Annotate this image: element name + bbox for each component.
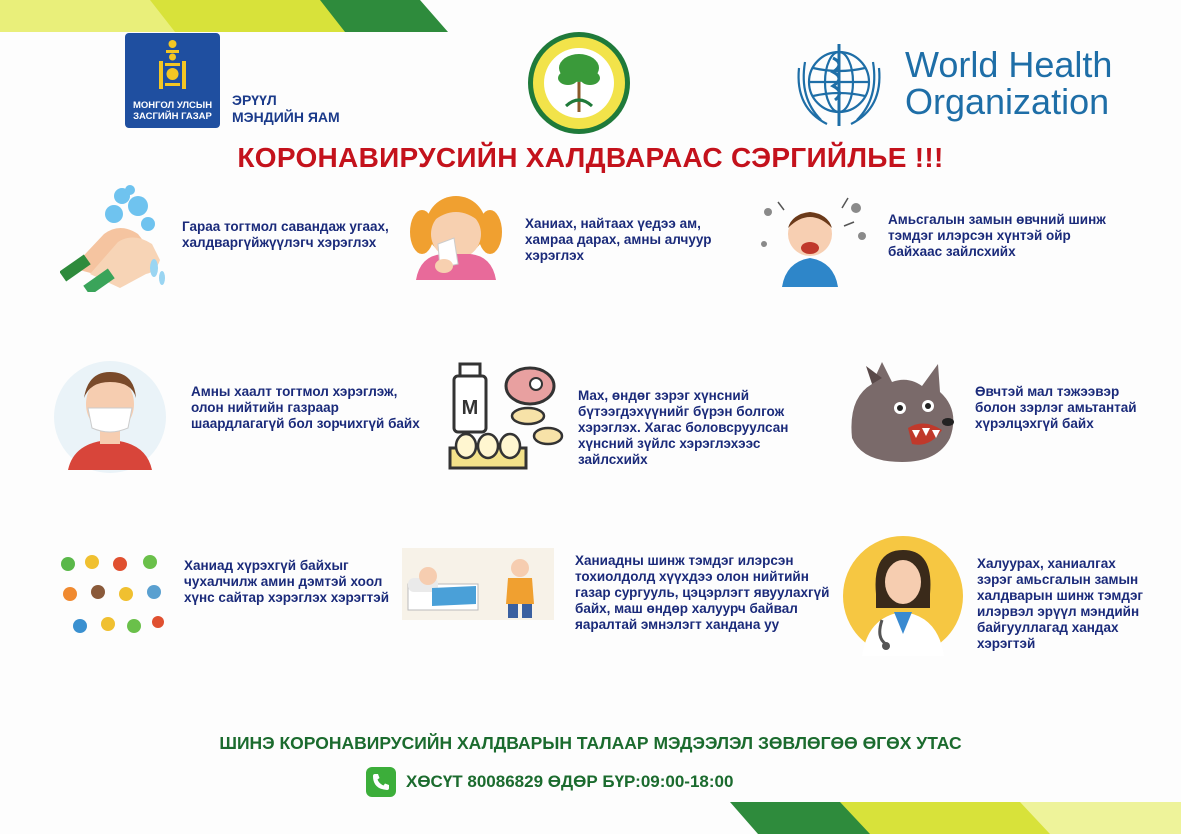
tip-text-6: Өвчтэй мал тэжээвэр болон зэрлэг амьтантай хүрэлцэхгүй байх bbox=[975, 384, 1137, 431]
who-line2: Organization bbox=[905, 81, 1110, 122]
top-left-stripes bbox=[0, 0, 450, 32]
government-logo bbox=[125, 33, 220, 128]
sneezing-girl-icon bbox=[402, 188, 510, 280]
institute-seal bbox=[526, 30, 632, 136]
hand-washing-icon bbox=[60, 182, 175, 292]
sick-child-icon bbox=[402, 548, 554, 620]
phone-icon bbox=[366, 767, 396, 797]
ministry-line2: МЭНДИЙН ЯАМ bbox=[232, 109, 340, 125]
ministry-name bbox=[232, 92, 340, 126]
food-products-icon bbox=[444, 356, 566, 474]
footer-title: ШИНЭ КОРОНАВИРУСИЙН ХАЛДВАРЫН ТАЛААР МЭДЭЭЛЭЛ ЗӨВЛӨГӨӨ ӨГӨХ УТАС bbox=[219, 733, 962, 753]
doctor-icon bbox=[842, 534, 964, 658]
tip-text-3: Амьсгалын замын өвчний шинж тэмдэг илэрсэн хүнтэй ойр байхаас зайлсхийх bbox=[888, 212, 1106, 259]
tip-text-7: Ханиад хүрэхгүй байхыг чухалчилж амин дэмтэй хоол хүнс сайтар хэрэглэх хэрэгтэй bbox=[184, 558, 390, 605]
tip-text-1: Гараа тогтмол савандаж угаах, халдваргүйжүүлэгч хэрэглэх bbox=[182, 219, 389, 250]
ministry-line1: ЭРҮҮЛ bbox=[232, 92, 277, 108]
vegetables-icon bbox=[58, 552, 170, 642]
tip-text-4: Амны хаалт тогтмол хэрэглэж, олон нийтийн газраар шаардлагагүй бол зорчихгүй байх bbox=[191, 384, 420, 431]
soyombo-icon bbox=[157, 39, 188, 91]
tip-text-5: Мах, өндөг зэрэг хүнсний бүтээгдэхүүнийг бүрэн болгож хэрэглэх. Хагас боловсруулсан хүнсний зүйлс хэрэглэхээс зайлсхийх bbox=[578, 388, 789, 467]
hotline-text: ХӨСҮТ 80086829 ӨДӨР БҮР:09:00-18:00 bbox=[406, 772, 734, 791]
tip-text-2: Ханиах, найтаах үедээ ам, хамраа дарах, амны алчуур хэрэглэх bbox=[525, 216, 712, 263]
svg-text:M: M bbox=[461, 397, 479, 419]
government-logo-text: МОНГОЛ УЛСЫН ЗАСГИЙН ГАЗАР bbox=[132, 100, 213, 122]
face-mask-icon bbox=[54, 358, 166, 476]
angry-dog-icon bbox=[842, 358, 966, 468]
who-wordmark bbox=[905, 46, 1112, 120]
bottom-right-stripes bbox=[730, 802, 1181, 834]
tip-text-9: Халуурах, ханиалгах зэрэг амьсгалын замын халдварын шинж тэмдэг илэрвэл эрүүл мэндийн байгууллагад хандах хэрэгтэй bbox=[977, 556, 1144, 651]
hotline bbox=[366, 767, 733, 797]
who-line1: World Health bbox=[905, 44, 1113, 85]
coughing-boy-icon bbox=[758, 192, 873, 287]
page-title: КОРОНАВИРУСИЙН ХАЛДВАРААС СЭРГИЙЛЬЕ !!! bbox=[237, 142, 944, 173]
who-emblem-icon bbox=[787, 38, 891, 130]
tip-text-8: Ханиадны шинж тэмдэг илэрсэн тохиолдолд хүүхдээ олон нийтийн газар сургууль, цэцэрлэгт явуулахгүй байх, маш өндөр халуурч байвал яаралтай эмнэлэгт хандана уу bbox=[575, 553, 830, 632]
